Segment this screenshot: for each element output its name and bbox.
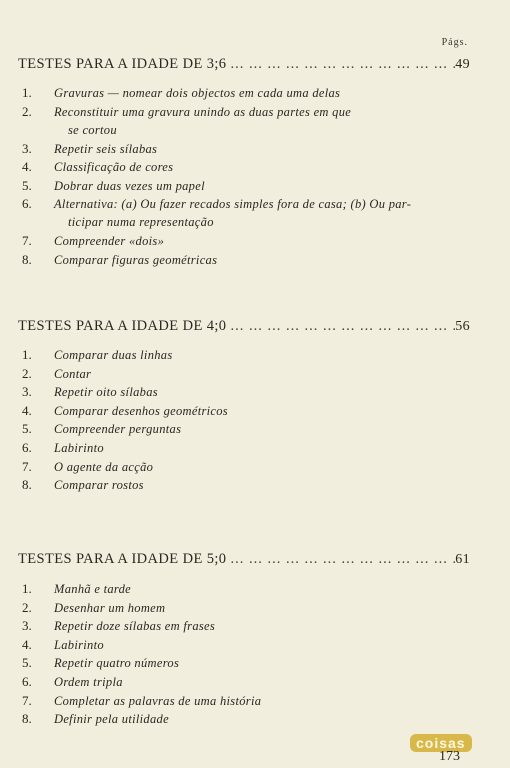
list-item [0,420,510,439]
item-number: 2. [22,365,32,381]
item-number: 6. [22,196,32,212]
list-item [0,251,510,270]
item-number: 6. [22,673,32,689]
section-title: TESTES PARA A IDADE DE 5;0 [18,551,227,567]
list-item [0,402,510,421]
list-item [0,84,510,103]
item-text [54,103,470,139]
item-text: Repetir quatro números [54,656,180,671]
item-number: 1. [22,581,32,596]
list-item [0,383,510,402]
item-text-line: Alternativa: (a) Ou fazer recados simples fora de casa; (b) Ou par- [54,197,412,212]
watermark-logo: coisas [410,734,472,752]
section-heading [18,551,470,568]
item-text: Compreender «dois» [54,234,165,249]
item-text: Repetir doze sílabas em frases [54,619,216,634]
item-number: 4. [22,159,32,175]
list-item [0,439,510,458]
item-number: 5. [22,177,32,193]
section-heading [18,318,470,335]
list-item [0,636,510,655]
list-item [0,692,510,711]
test-list [0,84,510,270]
item-text: Labirinto [54,440,104,455]
list-item [0,177,510,196]
item-text: Comparar duas linhas [54,348,173,362]
section-page: 56 [455,319,470,334]
item-number: 8. [22,477,32,493]
item-number: 5. [22,655,32,671]
item-number: 2. [22,103,32,119]
item-text: Contar [54,366,92,381]
list-item [0,158,510,177]
item-text: Completar as palavras de uma história [54,693,262,708]
dot-leader [226,551,455,568]
list-item [0,710,510,729]
item-text: Desenhar um homem [54,600,166,615]
list-item [0,458,510,477]
section-heading [18,56,470,73]
list-item [0,654,510,673]
item-text: Repetir seis sílabas [54,141,158,156]
item-number: 3. [22,140,32,156]
list-item [0,346,510,365]
section-title: TESTES PARA A IDADE DE 3;6 [18,56,227,72]
item-number: 1. [22,85,32,100]
item-text: Labirinto [54,637,104,652]
list-item [0,599,510,618]
list-item [0,232,510,251]
item-number: 1. [22,347,32,362]
item-text: Ordem tripla [54,674,123,689]
item-text: Compreender perguntas [54,422,182,437]
item-number: 7. [22,458,32,474]
item-text [54,195,470,231]
item-text-continuation: se cortou [68,122,117,137]
item-text: Dobrar duas vezes um papel [54,178,205,193]
item-text: Definir pela utilidade [54,712,169,727]
section-page: 49 [455,57,470,72]
list-item [0,580,510,599]
section-page: 61 [455,552,470,567]
dot-leader [226,56,455,73]
item-number: 7. [22,233,32,249]
item-text: Comparar figuras geométricas [54,252,218,267]
item-text: Comparar desenhos geométricos [54,403,228,418]
item-text: Comparar rostos [54,478,144,493]
item-text: Manhã e tarde [54,582,132,596]
item-number: 5. [22,421,32,437]
item-text: Gravuras — nomear dois objectos em cada uma delas [54,86,341,100]
list-item [0,195,510,232]
item-number: 3. [22,384,32,400]
item-number: 8. [22,251,32,267]
item-text: Classificação de cores [54,160,174,175]
dot-leader [226,318,455,335]
list-item [0,103,510,140]
item-text: Repetir oito sílabas [54,385,158,400]
list-item [0,365,510,384]
section-title: TESTES PARA A IDADE DE 4;0 [18,318,227,334]
page-number: 173 [439,749,460,764]
pags-label: Págs. [441,37,468,48]
item-number: 6. [22,439,32,455]
item-text: O agente da acção [54,459,154,474]
item-number: 4. [22,636,32,652]
list-item [0,476,510,495]
item-number: 2. [22,599,32,615]
item-text-line: Reconstituir uma gravura unindo as duas partes em que [54,104,352,119]
item-number: 8. [22,711,32,727]
list-item [0,617,510,636]
item-number: 4. [22,402,32,418]
test-list [0,580,510,729]
item-number: 7. [22,692,32,708]
list-item [0,140,510,159]
test-list [0,346,510,495]
item-text-continuation: ticipar numa representação [68,215,214,230]
item-number: 3. [22,618,32,634]
list-item [0,673,510,692]
